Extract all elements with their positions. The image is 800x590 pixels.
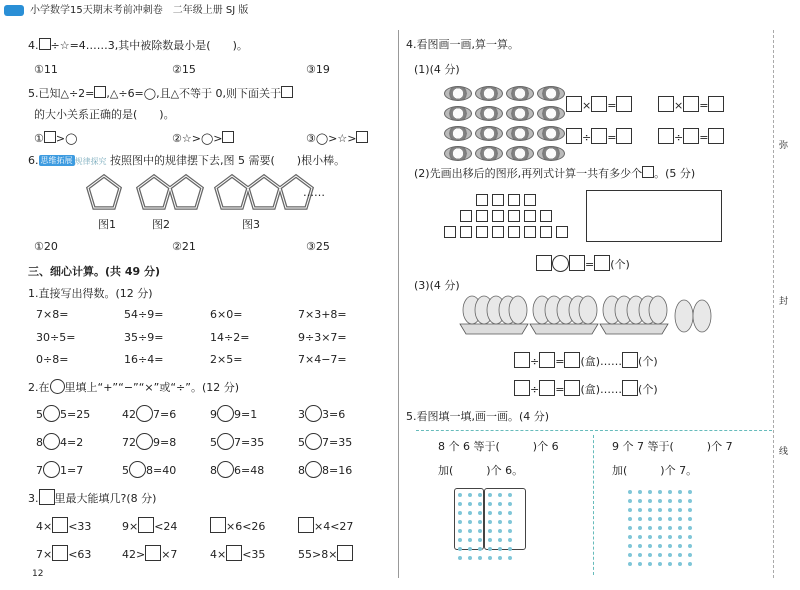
- seal-line: [773, 30, 774, 578]
- dot: [688, 508, 692, 512]
- answer-box[interactable]: [569, 255, 585, 271]
- answer-box: [222, 131, 234, 143]
- dot: [498, 529, 502, 533]
- dot: [458, 529, 462, 533]
- answer-box[interactable]: [683, 128, 699, 144]
- operator-circle[interactable]: [217, 461, 234, 478]
- answer-box[interactable]: [566, 128, 582, 144]
- calc3-cell: 4× <35: [210, 545, 265, 561]
- calc2-cell: 72 9=8: [122, 433, 176, 450]
- cookie: [506, 146, 534, 161]
- dot: [468, 529, 472, 533]
- right-q4-title: 4.看图画一画,算一算。: [406, 38, 519, 51]
- dot: [668, 490, 672, 494]
- dot: [478, 556, 482, 560]
- dot: [628, 553, 632, 557]
- cookie: [475, 86, 503, 101]
- left-q5-line2: 的大小关系正确的是( )。: [34, 108, 175, 121]
- square: [540, 210, 552, 222]
- square: [508, 194, 520, 206]
- dot: [628, 544, 632, 548]
- equation-blanks: = (个): [536, 255, 630, 272]
- seal-label: 封: [779, 297, 789, 307]
- dot: [488, 529, 492, 533]
- calc2-cell: 8 4=2: [36, 433, 83, 450]
- dot: [478, 529, 482, 533]
- equation-blanks: × =: [658, 96, 724, 112]
- dot: [508, 502, 512, 506]
- operator-circle[interactable]: [217, 433, 234, 450]
- dot: [688, 553, 692, 557]
- operator-circle[interactable]: [43, 433, 60, 450]
- answer-box[interactable]: [622, 380, 638, 396]
- dot: [638, 553, 642, 557]
- dot: [688, 526, 692, 530]
- equation-blanks: ÷ = (盒)…… (个): [514, 352, 658, 368]
- calc2-cell: 9 9=1: [210, 405, 257, 422]
- dot: [498, 538, 502, 542]
- calc2-cell: 42 7=6: [122, 405, 176, 422]
- calc1-cell: 35÷9=: [124, 331, 164, 344]
- q5-panel-divider: [593, 435, 594, 575]
- dot: [658, 526, 662, 530]
- q4-option-1: ①11: [34, 63, 58, 76]
- dot: [688, 499, 692, 503]
- fig3-label: 图3: [242, 218, 260, 231]
- answer-box[interactable]: [564, 380, 580, 396]
- calc1-title: 1.直接写出得数。(12 分): [28, 287, 153, 300]
- calc1-cell: 7×8=: [36, 308, 69, 321]
- dot: [498, 502, 502, 506]
- dot: [648, 562, 652, 566]
- square: [476, 210, 488, 222]
- operator-circle[interactable]: [305, 433, 322, 450]
- square: [460, 226, 472, 238]
- answer-box[interactable]: [591, 96, 607, 112]
- answer-box[interactable]: [539, 352, 555, 368]
- dot: [668, 562, 672, 566]
- dot: [658, 517, 662, 521]
- dot: [508, 520, 512, 524]
- answer-box: [39, 489, 55, 505]
- page-number: 12: [32, 569, 44, 579]
- q5-option-3: ③◯>☆>: [306, 131, 368, 145]
- dot: [498, 511, 502, 515]
- dot: [458, 547, 462, 551]
- dot: [468, 556, 472, 560]
- dot: [468, 502, 472, 506]
- calc1-cell: 7×4−7=: [298, 353, 347, 366]
- q6-option-1: ①20: [34, 240, 58, 253]
- calc1-cell: 0÷8=: [36, 353, 69, 366]
- dot: [668, 508, 672, 512]
- column-divider: [398, 30, 399, 578]
- answer-box[interactable]: [52, 545, 68, 561]
- dot: [688, 490, 692, 494]
- answer-box[interactable]: [708, 128, 724, 144]
- answer-box: [642, 166, 654, 178]
- dot: [678, 508, 682, 512]
- dot: [478, 538, 482, 542]
- dot: [678, 562, 682, 566]
- dot: [648, 553, 652, 557]
- dot: [668, 499, 672, 503]
- answer-box[interactable]: [210, 517, 226, 533]
- dot: [638, 508, 642, 512]
- dot: [648, 508, 652, 512]
- calc2-cell: 8 6=48: [210, 461, 264, 478]
- cookie: [444, 146, 472, 161]
- dot: [508, 547, 512, 551]
- dot: [668, 544, 672, 548]
- dot: [628, 526, 632, 530]
- pentagon-figures: [80, 172, 320, 218]
- dot: [458, 556, 462, 560]
- dot: [488, 538, 492, 542]
- dot: [668, 535, 672, 539]
- dot: [508, 538, 512, 542]
- dot: [688, 544, 692, 548]
- dot: [488, 520, 492, 524]
- calc3-cell: ×6<26: [210, 517, 265, 533]
- square: [524, 194, 536, 206]
- dot: [488, 547, 492, 551]
- answer-box: [39, 38, 51, 50]
- right-q4-part2: (2)先画出移后的图形,再列式计算一共有多少个 。(5 分): [414, 167, 696, 180]
- cookie: [506, 126, 534, 141]
- dot: [658, 508, 662, 512]
- answer-box[interactable]: [622, 352, 638, 368]
- q5-option-1: ① >◯: [34, 132, 78, 145]
- calc3-title: 3. 里最大能填几?(8 分): [28, 489, 156, 505]
- dot: [458, 520, 462, 524]
- calc1-cell: 7×3+8=: [298, 308, 347, 321]
- calc1-cell: 6×0=: [210, 308, 243, 321]
- calc1-cell: 9÷3×7=: [298, 331, 347, 344]
- section-3-title: 三、细心计算。(共 49 分): [28, 265, 161, 278]
- answer-box: [356, 131, 368, 143]
- answer-box[interactable]: [658, 128, 674, 144]
- dot: [638, 526, 642, 530]
- square: [476, 226, 488, 238]
- dot: [458, 511, 462, 515]
- header-title: 小学数学15天期末考前冲刺卷 二年级上册 SJ 版: [30, 5, 249, 16]
- dot: [458, 538, 462, 542]
- operator-circle[interactable]: [217, 405, 234, 422]
- dot: [648, 499, 652, 503]
- dot: [648, 535, 652, 539]
- dot: [648, 526, 652, 530]
- seal-label: 弥: [779, 141, 789, 151]
- cookie: [506, 86, 534, 101]
- cookie-grid: [444, 86, 563, 161]
- square: [524, 226, 536, 238]
- dot: [638, 517, 642, 521]
- dot: [488, 556, 492, 560]
- calc3-cell: 42> ×7: [122, 545, 177, 561]
- operator-circle[interactable]: [305, 405, 322, 422]
- calc2-cell: 5 7=35: [298, 433, 352, 450]
- dot: [648, 490, 652, 494]
- dot: [638, 490, 642, 494]
- dot: [488, 502, 492, 506]
- answer-box[interactable]: [298, 517, 314, 533]
- answer-box[interactable]: [564, 352, 580, 368]
- cookie: [506, 106, 534, 121]
- dot: [668, 526, 672, 530]
- answer-box: [44, 131, 56, 143]
- calc2-cell: 3 3=6: [298, 405, 345, 422]
- dot: [508, 529, 512, 533]
- dot: [628, 499, 632, 503]
- dot: [678, 526, 682, 530]
- equation-blanks: × =: [566, 96, 632, 112]
- q6-option-3: ③25: [306, 240, 330, 253]
- right-q5-title: 5.看图填一填,画一画。(4 分): [406, 410, 550, 423]
- dot-grid-right: [628, 490, 692, 566]
- dot: [668, 553, 672, 557]
- dot: [478, 547, 482, 551]
- dot: [628, 490, 632, 494]
- calc2-title: 2.在 里填上“+”“−”“×”或“÷”。(12 分): [28, 381, 240, 394]
- fig2-label: 图2: [152, 218, 170, 231]
- dot: [658, 535, 662, 539]
- dot: [468, 520, 472, 524]
- cookie: [475, 146, 503, 161]
- dot: [478, 493, 482, 497]
- square: [524, 210, 536, 222]
- dot-grid-left: [458, 493, 512, 560]
- calc1-cell: 16÷4=: [124, 353, 164, 366]
- answer-box[interactable]: [52, 517, 68, 533]
- dot: [658, 499, 662, 503]
- calc1-cell: 2×5=: [210, 353, 243, 366]
- answer-box[interactable]: [536, 255, 552, 271]
- calc2-cell: 5 7=35: [210, 433, 264, 450]
- operator-circle[interactable]: [305, 461, 322, 478]
- answer-box[interactable]: [226, 545, 242, 561]
- header-badge: [4, 5, 24, 16]
- answer-box[interactable]: [514, 380, 530, 396]
- q6-tag2: 规律探究: [74, 157, 107, 166]
- q6-ellipsis: ……: [303, 186, 325, 199]
- dot: [628, 508, 632, 512]
- dot: [478, 502, 482, 506]
- dot: [498, 493, 502, 497]
- square: [540, 226, 552, 238]
- dot: [468, 547, 472, 551]
- dot: [638, 535, 642, 539]
- dot: [688, 517, 692, 521]
- dot: [638, 544, 642, 548]
- dot: [488, 511, 492, 515]
- answer-box[interactable]: [138, 517, 154, 533]
- dot: [678, 553, 682, 557]
- dot: [628, 562, 632, 566]
- q5-right-line2: 加( )个 7。: [612, 464, 698, 477]
- square: [476, 194, 488, 206]
- square-row: [444, 226, 568, 238]
- answer-box[interactable]: [145, 545, 161, 561]
- q5-left-line2: 加( )个 6。: [438, 464, 524, 477]
- dot: [498, 547, 502, 551]
- operator-circle[interactable]: [43, 461, 60, 478]
- calc3-cell: ×4<27: [298, 517, 353, 533]
- bread-trays: [458, 294, 720, 338]
- left-q6: 6. 思维拓展 规律探究 按照图中的规律摆下去,图 5 需要( )根小棒。: [28, 154, 346, 167]
- equation-blanks: ÷ =: [566, 128, 632, 144]
- calc1-cell: 54÷9=: [124, 308, 164, 321]
- operator-circle[interactable]: [136, 405, 153, 422]
- square-row: [460, 210, 552, 222]
- dot: [648, 544, 652, 548]
- dot: [658, 544, 662, 548]
- dot: [688, 535, 692, 539]
- cookie: [475, 126, 503, 141]
- dot: [668, 517, 672, 521]
- q5-right-line1: 9 个 7 等于( )个 7: [612, 440, 733, 453]
- right-q4-part3: (3)(4 分): [414, 279, 460, 292]
- square: [492, 210, 504, 222]
- dot: [468, 511, 472, 515]
- cookie: [444, 86, 472, 101]
- q6-tag: 思维拓展: [40, 156, 73, 165]
- dot: [678, 544, 682, 548]
- fig1-label: 图1: [98, 218, 116, 231]
- right-q4-part1: (1)(4 分): [414, 63, 460, 76]
- answer-box[interactable]: [594, 255, 610, 271]
- square: [508, 210, 520, 222]
- equation-blanks: ÷ = (盒)…… (个): [514, 380, 658, 396]
- answer-box: [281, 86, 293, 98]
- dot: [498, 520, 502, 524]
- dot: [478, 511, 482, 515]
- square: [508, 226, 520, 238]
- answer-box[interactable]: [683, 96, 699, 112]
- equation-blanks: ÷ =: [658, 128, 724, 144]
- answer-box[interactable]: [591, 128, 607, 144]
- dot: [658, 553, 662, 557]
- q5-left-line1: 8 个 6 等于( )个 6: [438, 440, 559, 453]
- dot: [678, 517, 682, 521]
- square: [460, 210, 472, 222]
- drawing-box[interactable]: [586, 190, 722, 242]
- cookie: [444, 106, 472, 121]
- square: [492, 194, 504, 206]
- square-row: [476, 194, 536, 206]
- q4-option-3: ③19: [306, 63, 330, 76]
- cookie: [444, 126, 472, 141]
- cookie: [537, 106, 565, 121]
- q6-option-2: ②21: [172, 240, 196, 253]
- square: [492, 226, 504, 238]
- calc2-cell: 8 8=16: [298, 461, 352, 478]
- answer-box[interactable]: [337, 545, 353, 561]
- answer-box[interactable]: [708, 96, 724, 112]
- calc3-cell: 9× <24: [122, 517, 177, 533]
- square: [444, 226, 456, 238]
- answer-box[interactable]: [658, 96, 674, 112]
- left-q4: 4. ÷☆=4……3,其中被除数最小是( )。: [28, 39, 248, 52]
- dot: [508, 556, 512, 560]
- dot: [478, 520, 482, 524]
- dot: [458, 502, 462, 506]
- calc3-cell: 4× <33: [36, 517, 91, 533]
- calc3-cell: 7× <63: [36, 545, 91, 561]
- calc2-cell: 7 1=7: [36, 461, 83, 478]
- cookie: [537, 146, 565, 161]
- dot: [498, 556, 502, 560]
- q4-option-2: ②15: [172, 63, 196, 76]
- operator-circle[interactable]: [136, 433, 153, 450]
- dot: [508, 493, 512, 497]
- dot: [488, 493, 492, 497]
- dot: [468, 538, 472, 542]
- dot: [678, 499, 682, 503]
- answer-box[interactable]: [616, 128, 632, 144]
- calc2-cell: 5 5=25: [36, 405, 90, 422]
- dot: [648, 517, 652, 521]
- answer-box[interactable]: [539, 380, 555, 396]
- circle-blank: [50, 379, 65, 394]
- calc1-cell: 14÷2=: [210, 331, 250, 344]
- dot: [628, 535, 632, 539]
- dot: [688, 562, 692, 566]
- dot: [658, 490, 662, 494]
- left-q5-line1: 5.已知△÷2= ,△÷6=◯,且△不等于 0,则下面关于: [28, 86, 293, 100]
- cookie: [475, 106, 503, 121]
- answer-box[interactable]: [566, 96, 582, 112]
- dot: [508, 511, 512, 515]
- dot: [638, 562, 642, 566]
- q5-option-2: ②☆>◯>: [172, 131, 234, 145]
- dot: [678, 490, 682, 494]
- dot: [678, 535, 682, 539]
- cookie: [537, 126, 565, 141]
- calc1-cell: 30÷5=: [36, 331, 76, 344]
- dot: [628, 517, 632, 521]
- operator-circle[interactable]: [43, 405, 60, 422]
- answer-box[interactable]: [616, 96, 632, 112]
- dot: [458, 493, 462, 497]
- answer-box[interactable]: [514, 352, 530, 368]
- operator-circle[interactable]: [129, 461, 146, 478]
- seal-label: 线: [779, 447, 789, 457]
- cookie: [537, 86, 565, 101]
- dot: [658, 562, 662, 566]
- answer-box: [94, 86, 106, 98]
- calc3-cell: 55>8×: [298, 545, 353, 561]
- calc2-cell: 5 8=40: [122, 461, 176, 478]
- dot: [638, 499, 642, 503]
- square: [556, 226, 568, 238]
- operator-circle[interactable]: [552, 255, 569, 272]
- dot: [468, 493, 472, 497]
